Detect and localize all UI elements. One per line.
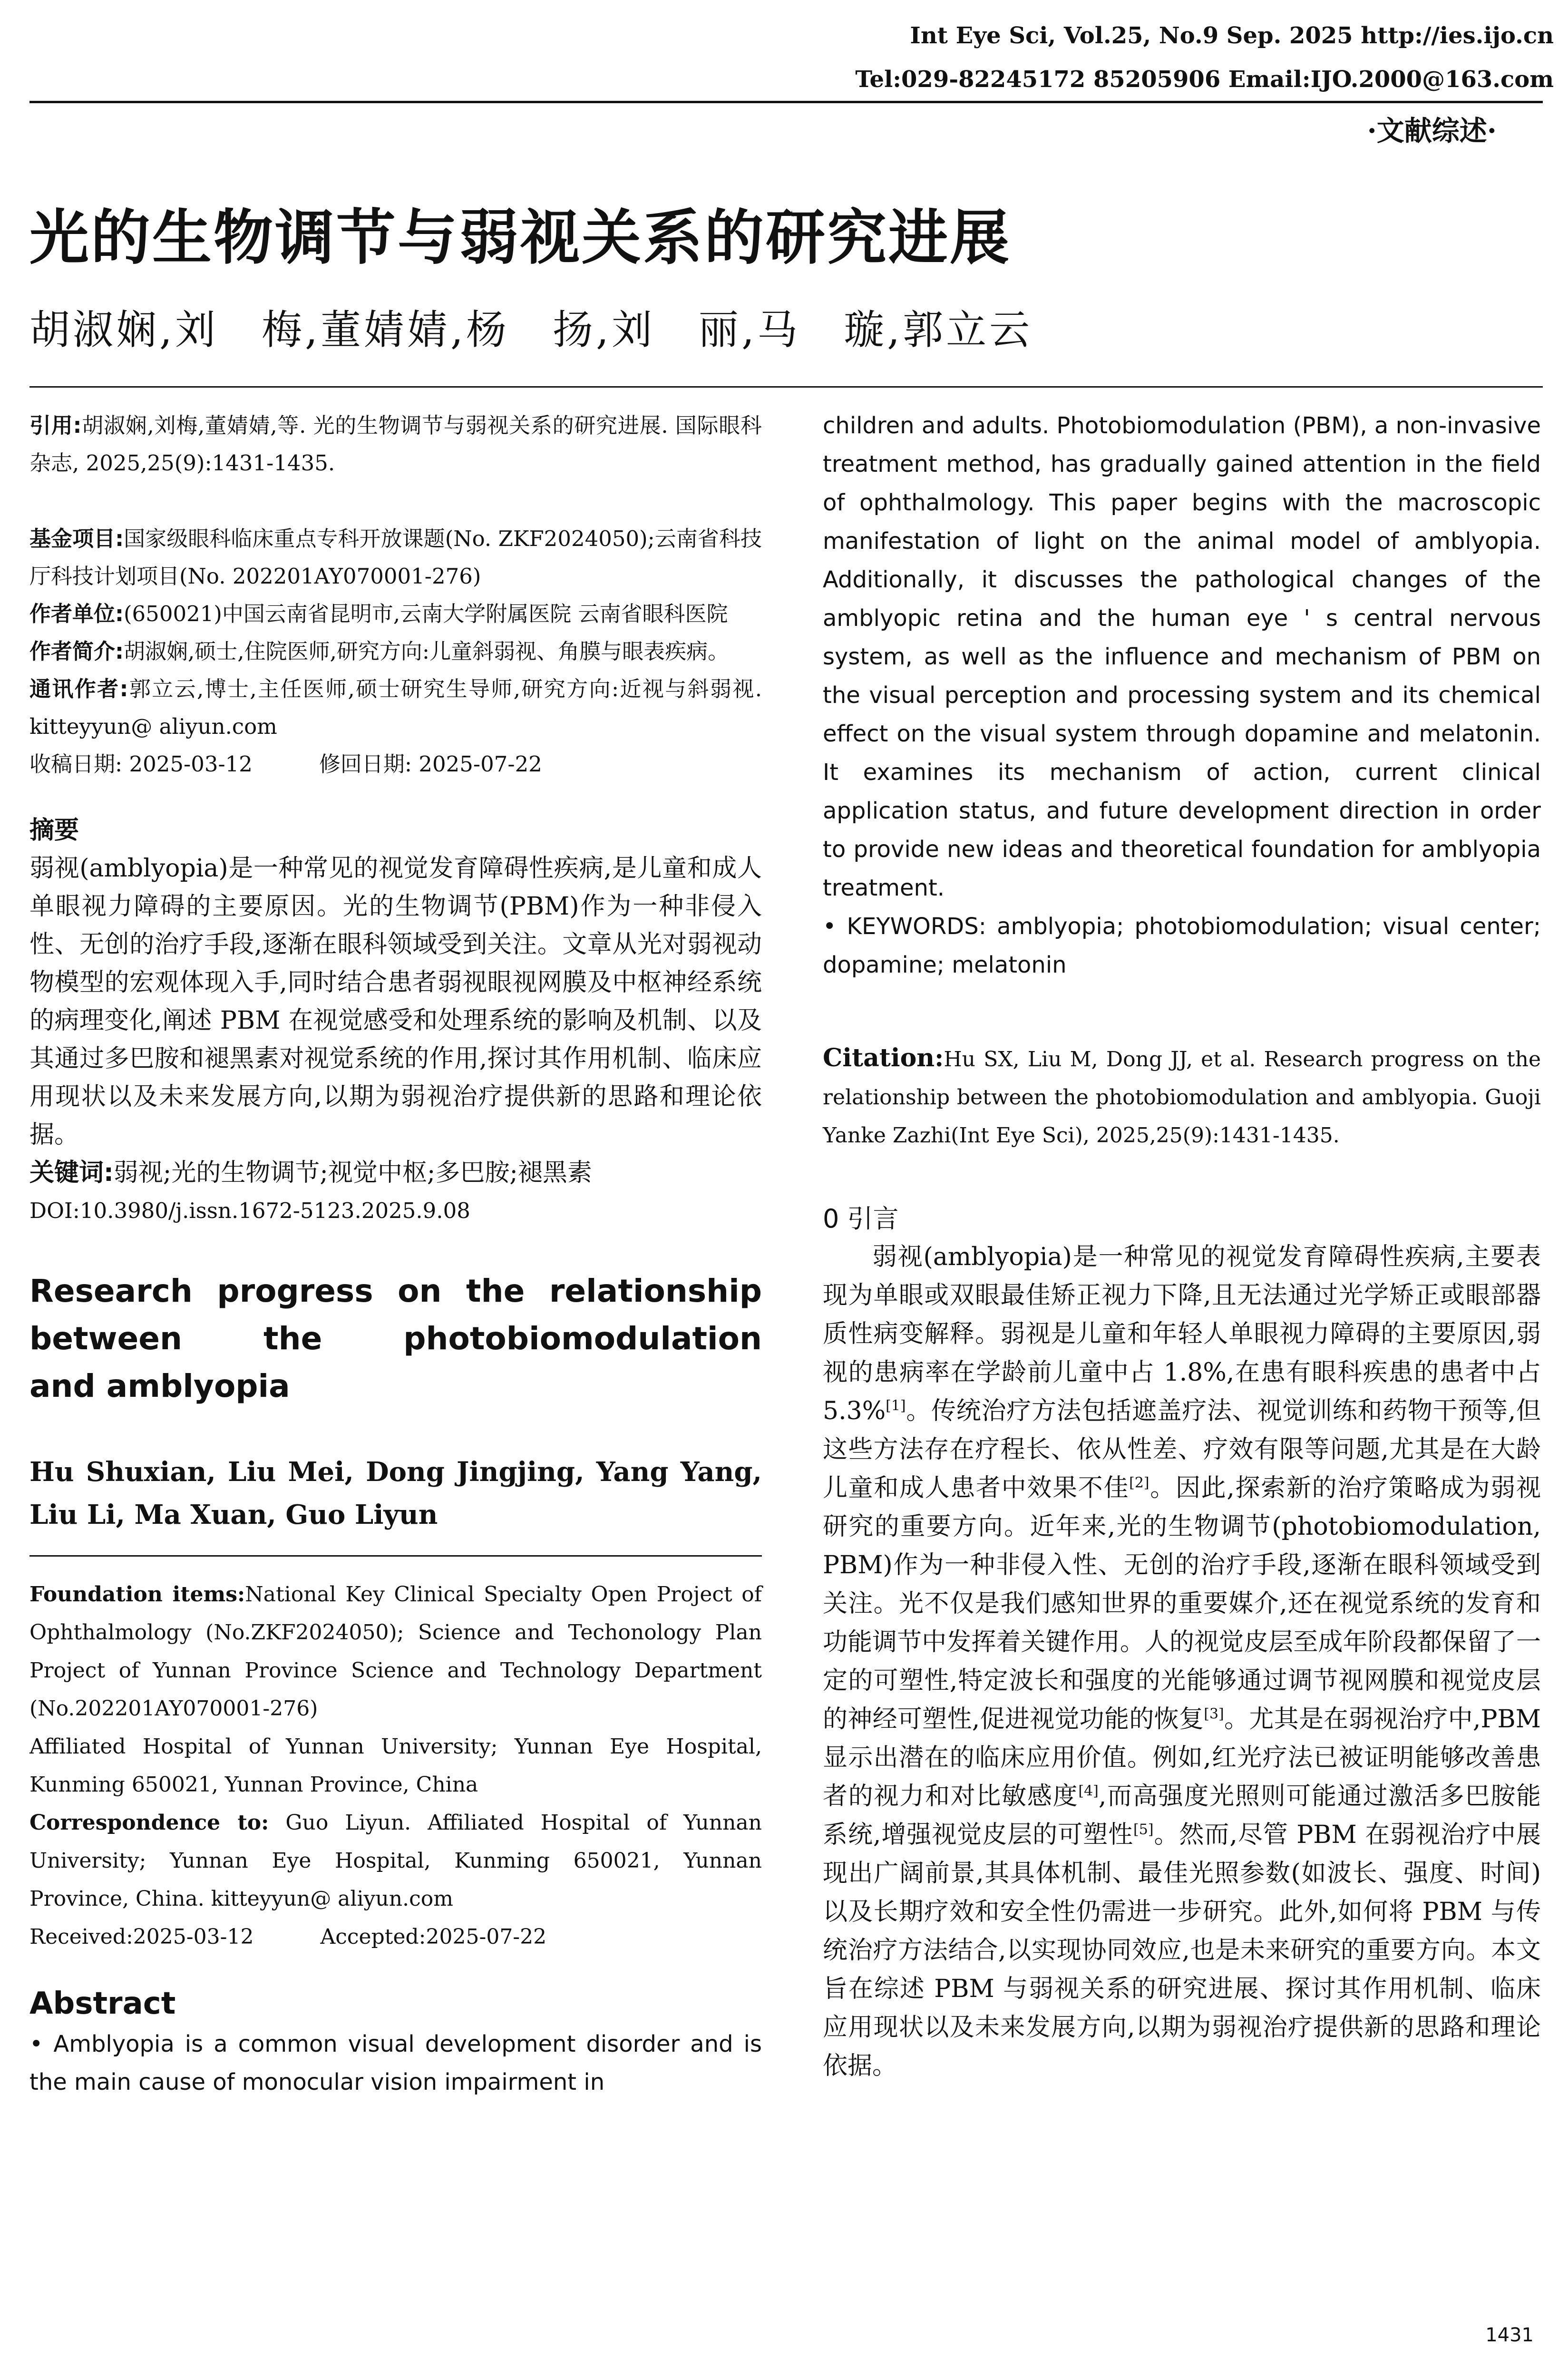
right-column	[823, 407, 1541, 2085]
ref-1[interactable]: [1]	[886, 1397, 906, 1414]
unit-label: 作者单位:	[29, 601, 124, 626]
title-zh: 光的生物调节与弱视关系的研究进展	[29, 203, 1011, 273]
accepted-en: Accepted:2025-07-22	[320, 1925, 547, 1949]
keywords-en: • KEYWORDS: amblyopia; photobiomodulation; visual center; dopamine; melatonin	[823, 913, 1541, 978]
intro-text-3: 。因此,探索新的治疗策略成为弱视研究的重要方向。近年来,光的生物调节(photobiomodulation, PBM)作为一种非侵入性、无创的治疗手段,逐渐在眼科领域受到关注。光不仅是我们感知世界的重要媒介,还在视觉系统的发育和功能调节中发挥着关键作用。人的视觉皮层至成年阶段都保留了一定的可塑性,特定波长和强度的光能够通过调节视网膜和视觉皮层的神经可塑性,促进视觉功能的恢复	[823, 1474, 1541, 1734]
journal-contact: Tel:029-82245172 85205906 Email:IJO.2000@163.com	[855, 66, 1554, 93]
journal-header: Int Eye Sci, Vol.25, No.9 Sep. 2025 http://ies.ijo.cn	[910, 22, 1554, 49]
keywords-zh-text: 弱视;光的生物调节;视觉中枢;多巴胺;褪黑素	[113, 1159, 592, 1187]
abstract-en-start: • Amblyopia is a common visual development disorder and is the main cause of monocular vision impairment in	[29, 2031, 762, 2095]
unit-zh	[29, 595, 762, 633]
fund-en-text: National Key Clinical Specialty Open Project of Ophthalmology (No.ZKF2024050); Science and Techonology Plan Project of Yunnan Province Science and Technology Department (No.202201AY070001-276)	[29, 1582, 762, 1721]
abstract-en-heading: Abstract	[29, 1986, 176, 2021]
citation-zh	[29, 407, 762, 482]
corr-en-label: Correspondence to:	[29, 1811, 269, 1835]
authors-zh: 胡淑娴,刘 梅,董婧婧,杨 扬,刘 丽,马 璇,郭立云	[29, 307, 1033, 354]
intro-text-4: 。尤其是在弱视治疗中,PBM 显示出潜在的临床应用价值。例如,红光疗法已被证明能够改善患者的视力和对比敏感度	[823, 1705, 1541, 1811]
title-en	[29, 1267, 762, 1410]
corr-label: 通讯作者:	[29, 676, 128, 701]
authors-en-rule	[29, 1555, 762, 1557]
received-zh: 收稿日期: 2025-03-12	[29, 751, 253, 777]
citation-en-text: Hu SX, Liu M, Dong JJ, et al. Research progress on the relationship between the photobiomodulation and amblyopia. Guoji Yanke Zazhi(Int Eye Sci), 2025,25(9):1431-1435.	[823, 1047, 1541, 1148]
page-number: 1431	[1485, 2324, 1534, 2346]
intro-text-5: ,而高强度光照则可能通过激活多巴胺能系统,增强视觉皮层的可塑性	[823, 1782, 1541, 1849]
header-rule	[29, 101, 1543, 103]
citation-label: 引用:	[29, 413, 82, 438]
fund-en-label: Foundation items:	[29, 1582, 245, 1607]
bio-text: 胡淑娴,硕士,住院医师,研究方向:儿童斜弱视、角膜与眼表疾病。	[124, 639, 730, 664]
intro-text-1: 弱视(amblyopia)是一种常见的视觉发育障碍性疾病,主要表现为单眼或双眼最佳矫正视力下降,且无法通过光学矫正或眼部器质性病变解释。弱视是儿童和年轻人单眼视力障碍的主要原因,弱视的患病率在学龄前儿童中占 1.8%,在患有眼科疾患的患者中占 5.3%	[823, 1243, 1541, 1425]
received-en: Received:2025-03-12	[29, 1925, 254, 1949]
dates-zh	[29, 745, 762, 783]
title-en-line-1: Research progress on the relationship	[29, 1273, 762, 1309]
title-en-line-2: between the photobiomodulation	[29, 1320, 762, 1357]
ref-3[interactable]: [3]	[1204, 1705, 1224, 1723]
ref-2[interactable]: [2]	[1129, 1474, 1149, 1491]
bio-label: 作者简介:	[29, 639, 124, 664]
keywords-zh-label: 关键词:	[29, 1159, 114, 1187]
fund-en	[29, 1576, 762, 1728]
corr-en	[29, 1804, 762, 1918]
intro-heading: 0 引言	[823, 1204, 899, 1234]
affil-en: Affiliated Hospital of Yunnan University; Yunnan Eye Hospital, Kunming 650021, Yunnan Province, China	[29, 1734, 762, 1797]
corr-text: 郭立云,博士,主任医师,硕士研究生导师,研究方向:近视与斜弱视. kitteyyun@ aliyun.com	[29, 676, 762, 739]
unit-text: (650021)中国云南省昆明市,云南大学附属医院 云南省眼科医院	[124, 601, 728, 626]
section-tag: ·文献综述·	[1367, 115, 1497, 147]
bio-zh	[29, 633, 762, 670]
intro-paragraph	[823, 1238, 1541, 2085]
abstract-en-cont: children and adults. Photobiomodulation (PBM), a non-invasive treatment method, has gradually gained attention in the field of ophthalmology. This paper begins with the macroscopic manifestation of light on the animal model of amblyopia. Additionally, it discusses the pathological changes of the amblyopic retina and the human eye ' s central nervous system, as well as the influence and mechanism of PBM on the visual perception and processing system and its chemical effect on the visual system through dopamine and melatonin. It examines its mechanism of action, current clinical application status, and future development direction in order to provide new ideas and theoretical foundation for amblyopia treatment.	[823, 412, 1541, 901]
ref-4[interactable]: [4]	[1078, 1783, 1099, 1800]
fund-zh	[29, 520, 762, 595]
citation-en-label: Citation:	[823, 1043, 944, 1072]
revised-zh: 修回日期: 2025-07-22	[319, 751, 542, 777]
corr-en-text: Guo Liyun. Affiliated Hospital of Yunnan University; Yunnan Eye Hospital, Kunming 650021, Yunnan Province, China. kitteyyun@ aliyun.com	[29, 1811, 762, 1911]
intro-text-2: 。传统治疗方法包括遮盖疗法、视觉训练和药物干预等,但这些方法存在疗程长、依从性差、疗效有限等问题,尤其是在大龄儿童和成人患者中效果不佳	[823, 1397, 1541, 1502]
dates-en	[29, 1918, 762, 1956]
authors-en: Hu Shuxian, Liu Mei, Dong Jingjing, Yang Yang, Liu Li, Ma Xuan, Guo Liyun	[29, 1456, 762, 1530]
doi: DOI:10.3980/j.issn.1672-5123.2025.9.08	[29, 1198, 470, 1223]
title-rule	[29, 386, 1543, 388]
corr-zh	[29, 670, 762, 745]
left-column	[29, 407, 762, 2101]
keywords-zh	[29, 1154, 762, 1192]
fund-label: 基金项目:	[29, 526, 124, 551]
abstract-zh: 弱视(amblyopia)是一种常见的视觉发育障碍性疾病,是儿童和成人单眼视力障碍的主要原因。光的生物调节(PBM)作为一种非侵入性、无创的治疗手段,逐渐在眼科领域受到关注。文章从光对弱视动物模型的宏观体现入手,同时结合患者弱视眼视网膜及中枢神经系统的病理变化,阐述 PBM 在视觉感受和处理系统的影响及机制、以及其通过多巴胺和褪黑素对视觉系统的作用,探讨其作用机制、临床应用现状以及未来发展方向,以期为弱视治疗提供新的思路和理论依据。	[29, 854, 762, 1149]
title-en-line-3: and amblyopia	[29, 1368, 290, 1404]
abstract-zh-heading: 摘要	[29, 816, 79, 845]
citation-en	[823, 1039, 1541, 1155]
fund-text: 国家级眼科临床重点专科开放课题(No. ZKF2024050);云南省科技厅科技计划项目(No. 202201AY070001-276)	[29, 526, 762, 589]
ref-5[interactable]: [5]	[1133, 1821, 1154, 1838]
citation-text: 胡淑娴,刘梅,董婧婧,等. 光的生物调节与弱视关系的研究进展. 国际眼科杂志, 2025,25(9):1431-1435.	[29, 413, 762, 476]
intro-text-6: 。然而,尽管 PBM 在弱视治疗中展现出广阔前景,其具体机制、最佳光照参数(如波长、强度、时间)以及长期疗效和安全性仍需进一步研究。此外,如何将 PBM 与传统治疗方法结合,以实现协同效应,也是未来研究的重要方向。本文旨在综述 PBM 与弱视关系的研究进展、探讨其作用机制、临床应用现状以及未来发展方向,以期为弱视治疗提供新的思路和理论依据。	[823, 1821, 1541, 2080]
